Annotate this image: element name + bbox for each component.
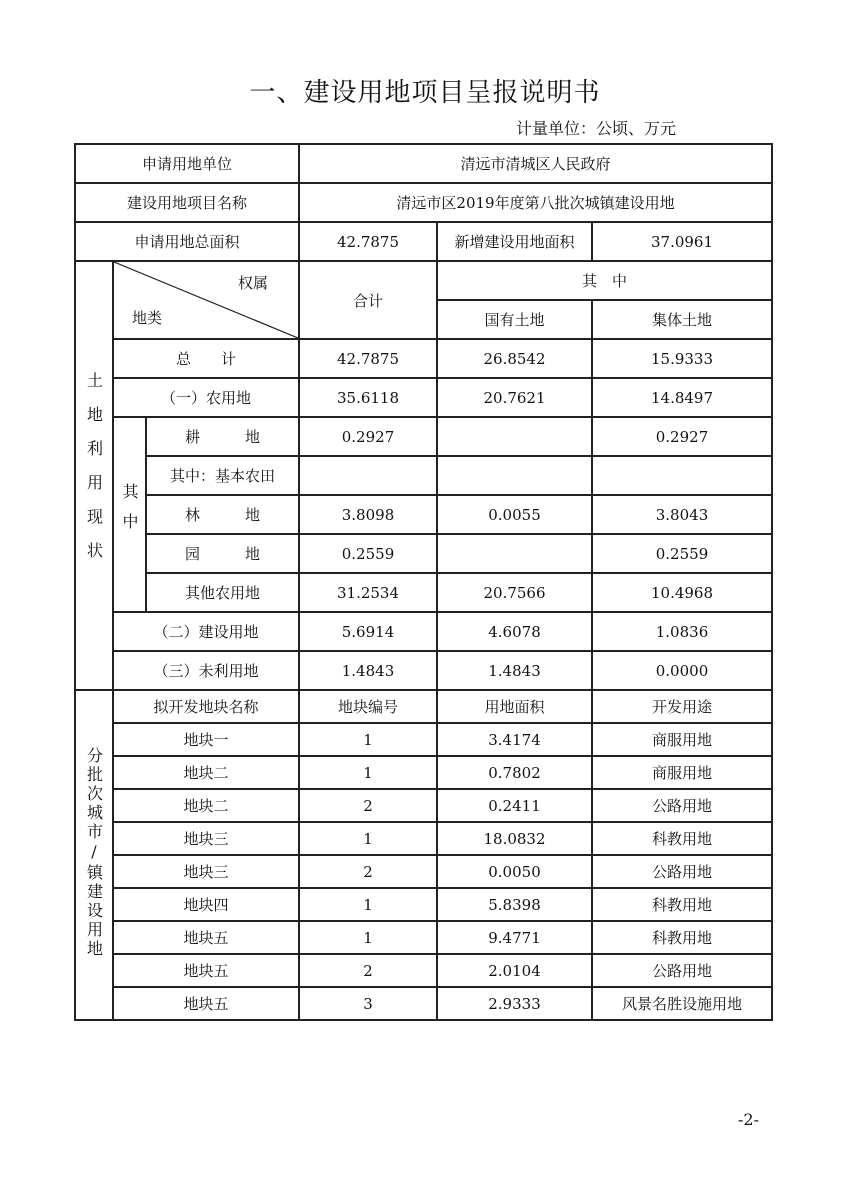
row-sum: 35.6118 [299, 378, 437, 417]
parcel-col-number: 地块编号 [299, 690, 437, 723]
of-which-header: 其 中 [437, 261, 772, 300]
row-name: （一）农用地 [113, 378, 299, 417]
row-state: 1.4843 [437, 651, 592, 690]
parcel-row [75, 888, 772, 921]
parcel-area: 0.7802 [437, 756, 592, 789]
parcel-area: 2.9333 [437, 987, 592, 1020]
total-area-label: 申请用地总面积 [75, 222, 299, 261]
row-sum: 42.7875 [299, 339, 437, 378]
parcel-number: 2 [299, 954, 437, 987]
row-sum: 5.6914 [299, 612, 437, 651]
parcel-section-label [75, 690, 113, 1020]
land-row-unused [75, 651, 772, 690]
land-report-table [74, 143, 773, 1021]
parcel-use: 科教用地 [592, 888, 772, 921]
land-row-arable [75, 417, 772, 456]
new-area-label: 新增建设用地面积 [437, 222, 592, 261]
row-sum: 31.2534 [299, 573, 437, 612]
land-row-basic [75, 456, 772, 495]
row-collective [592, 456, 772, 495]
parcel-row [75, 921, 772, 954]
row-name: （二）建设用地 [113, 612, 299, 651]
land-row-construction [75, 612, 772, 651]
parcel-name: 地块三 [113, 855, 299, 888]
parcel-number: 2 [299, 789, 437, 822]
row-collective: 10.4968 [592, 573, 772, 612]
parcel-row [75, 855, 772, 888]
parcel-use: 商服用地 [592, 723, 772, 756]
parcel-col-use: 开发用途 [592, 690, 772, 723]
row-state: 0.0055 [437, 495, 592, 534]
new-area-value: 37.0961 [592, 222, 772, 261]
parcel-number: 1 [299, 822, 437, 855]
parcel-row [75, 756, 772, 789]
row-state [437, 456, 592, 495]
parcel-number: 1 [299, 888, 437, 921]
parcel-area: 0.0050 [437, 855, 592, 888]
project-row [75, 183, 772, 222]
row-sum [299, 456, 437, 495]
parcel-number: 1 [299, 723, 437, 756]
sub-label-text: 其中 [120, 482, 139, 543]
row-collective: 15.9333 [592, 339, 772, 378]
parcel-name: 地块五 [113, 954, 299, 987]
parcel-row [75, 723, 772, 756]
sub-label [113, 417, 146, 612]
row-collective: 14.8497 [592, 378, 772, 417]
parcel-number: 3 [299, 987, 437, 1020]
parcel-area: 18.0832 [437, 822, 592, 855]
row-name: 林 地 [146, 495, 299, 534]
row-state: 20.7566 [437, 573, 592, 612]
row-state: 26.8542 [437, 339, 592, 378]
land-class-label: 地类 [132, 309, 163, 327]
land-row-other [75, 573, 772, 612]
row-collective: 3.8043 [592, 495, 772, 534]
page-number: -2- [738, 1110, 759, 1129]
row-name: 耕 地 [146, 417, 299, 456]
row-state: 4.6078 [437, 612, 592, 651]
parcel-name: 地块五 [113, 921, 299, 954]
row-name: 总 计 [113, 339, 299, 378]
land-use-header-row [75, 261, 772, 300]
row-sum: 3.8098 [299, 495, 437, 534]
land-row-total [75, 339, 772, 378]
row-name: 园 地 [146, 534, 299, 573]
state-col-header: 国有土地 [437, 300, 592, 339]
row-name: 其他农用地 [146, 573, 299, 612]
row-state [437, 534, 592, 573]
row-name: （三）未利用地 [113, 651, 299, 690]
parcel-col-name: 拟开发地块名称 [113, 690, 299, 723]
area-row [75, 222, 772, 261]
row-collective: 0.2927 [592, 417, 772, 456]
parcel-area: 0.2411 [437, 789, 592, 822]
project-value: 清远市区2019年度第八批次城镇建设用地 [299, 183, 772, 222]
page-title: 一、建设用地项目呈报说明书 [249, 78, 601, 108]
parcel-header-row [75, 690, 772, 723]
applicant-row [75, 144, 772, 183]
parcel-use: 科教用地 [592, 822, 772, 855]
parcel-col-area: 用地面积 [437, 690, 592, 723]
parcel-area: 9.4771 [437, 921, 592, 954]
parcel-name: 地块二 [113, 789, 299, 822]
parcel-use: 公路用地 [592, 855, 772, 888]
total-col-header: 合计 [299, 261, 437, 339]
collective-col-header: 集体土地 [592, 300, 772, 339]
parcel-use: 公路用地 [592, 954, 772, 987]
row-sum: 0.2927 [299, 417, 437, 456]
row-collective: 1.0836 [592, 612, 772, 651]
row-collective: 0.0000 [592, 651, 772, 690]
parcel-name: 地块三 [113, 822, 299, 855]
row-sum: 0.2559 [299, 534, 437, 573]
parcel-use: 科教用地 [592, 921, 772, 954]
parcel-name: 地块二 [113, 756, 299, 789]
land-use-section-text: 土地利用现状 [84, 371, 104, 576]
parcel-area: 2.0104 [437, 954, 592, 987]
parcel-use: 风景名胜设施用地 [592, 987, 772, 1020]
row-state: 20.7621 [437, 378, 592, 417]
project-label: 建设用地项目名称 [75, 183, 299, 222]
diagonal-header-cell [113, 261, 299, 339]
ownership-label: 权属 [237, 274, 268, 292]
parcel-row [75, 954, 772, 987]
row-state [437, 417, 592, 456]
land-row-forest [75, 495, 772, 534]
applicant-label: 申请用地单位 [75, 144, 299, 183]
units-note: 计量单位：公顷、万元 [516, 119, 677, 138]
parcel-name: 地块五 [113, 987, 299, 1020]
row-collective: 0.2559 [592, 534, 772, 573]
parcel-number: 1 [299, 921, 437, 954]
parcel-area: 5.8398 [437, 888, 592, 921]
parcel-name: 地块四 [113, 888, 299, 921]
parcel-use: 商服用地 [592, 756, 772, 789]
parcel-section-text: 分批次城市/镇建设用地 [84, 747, 104, 959]
parcel-name: 地块一 [113, 723, 299, 756]
parcel-use: 公路用地 [592, 789, 772, 822]
row-sum: 1.4843 [299, 651, 437, 690]
parcel-row [75, 789, 772, 822]
total-area-value: 42.7875 [299, 222, 437, 261]
parcel-number: 1 [299, 756, 437, 789]
land-use-section-label [75, 261, 113, 690]
parcel-area: 3.4174 [437, 723, 592, 756]
parcel-number: 2 [299, 855, 437, 888]
land-row-agri [75, 378, 772, 417]
applicant-value: 清远市清城区人民政府 [299, 144, 772, 183]
parcel-row [75, 987, 772, 1020]
row-name: 其中：基本农田 [146, 456, 299, 495]
land-row-garden [75, 534, 772, 573]
parcel-row [75, 822, 772, 855]
